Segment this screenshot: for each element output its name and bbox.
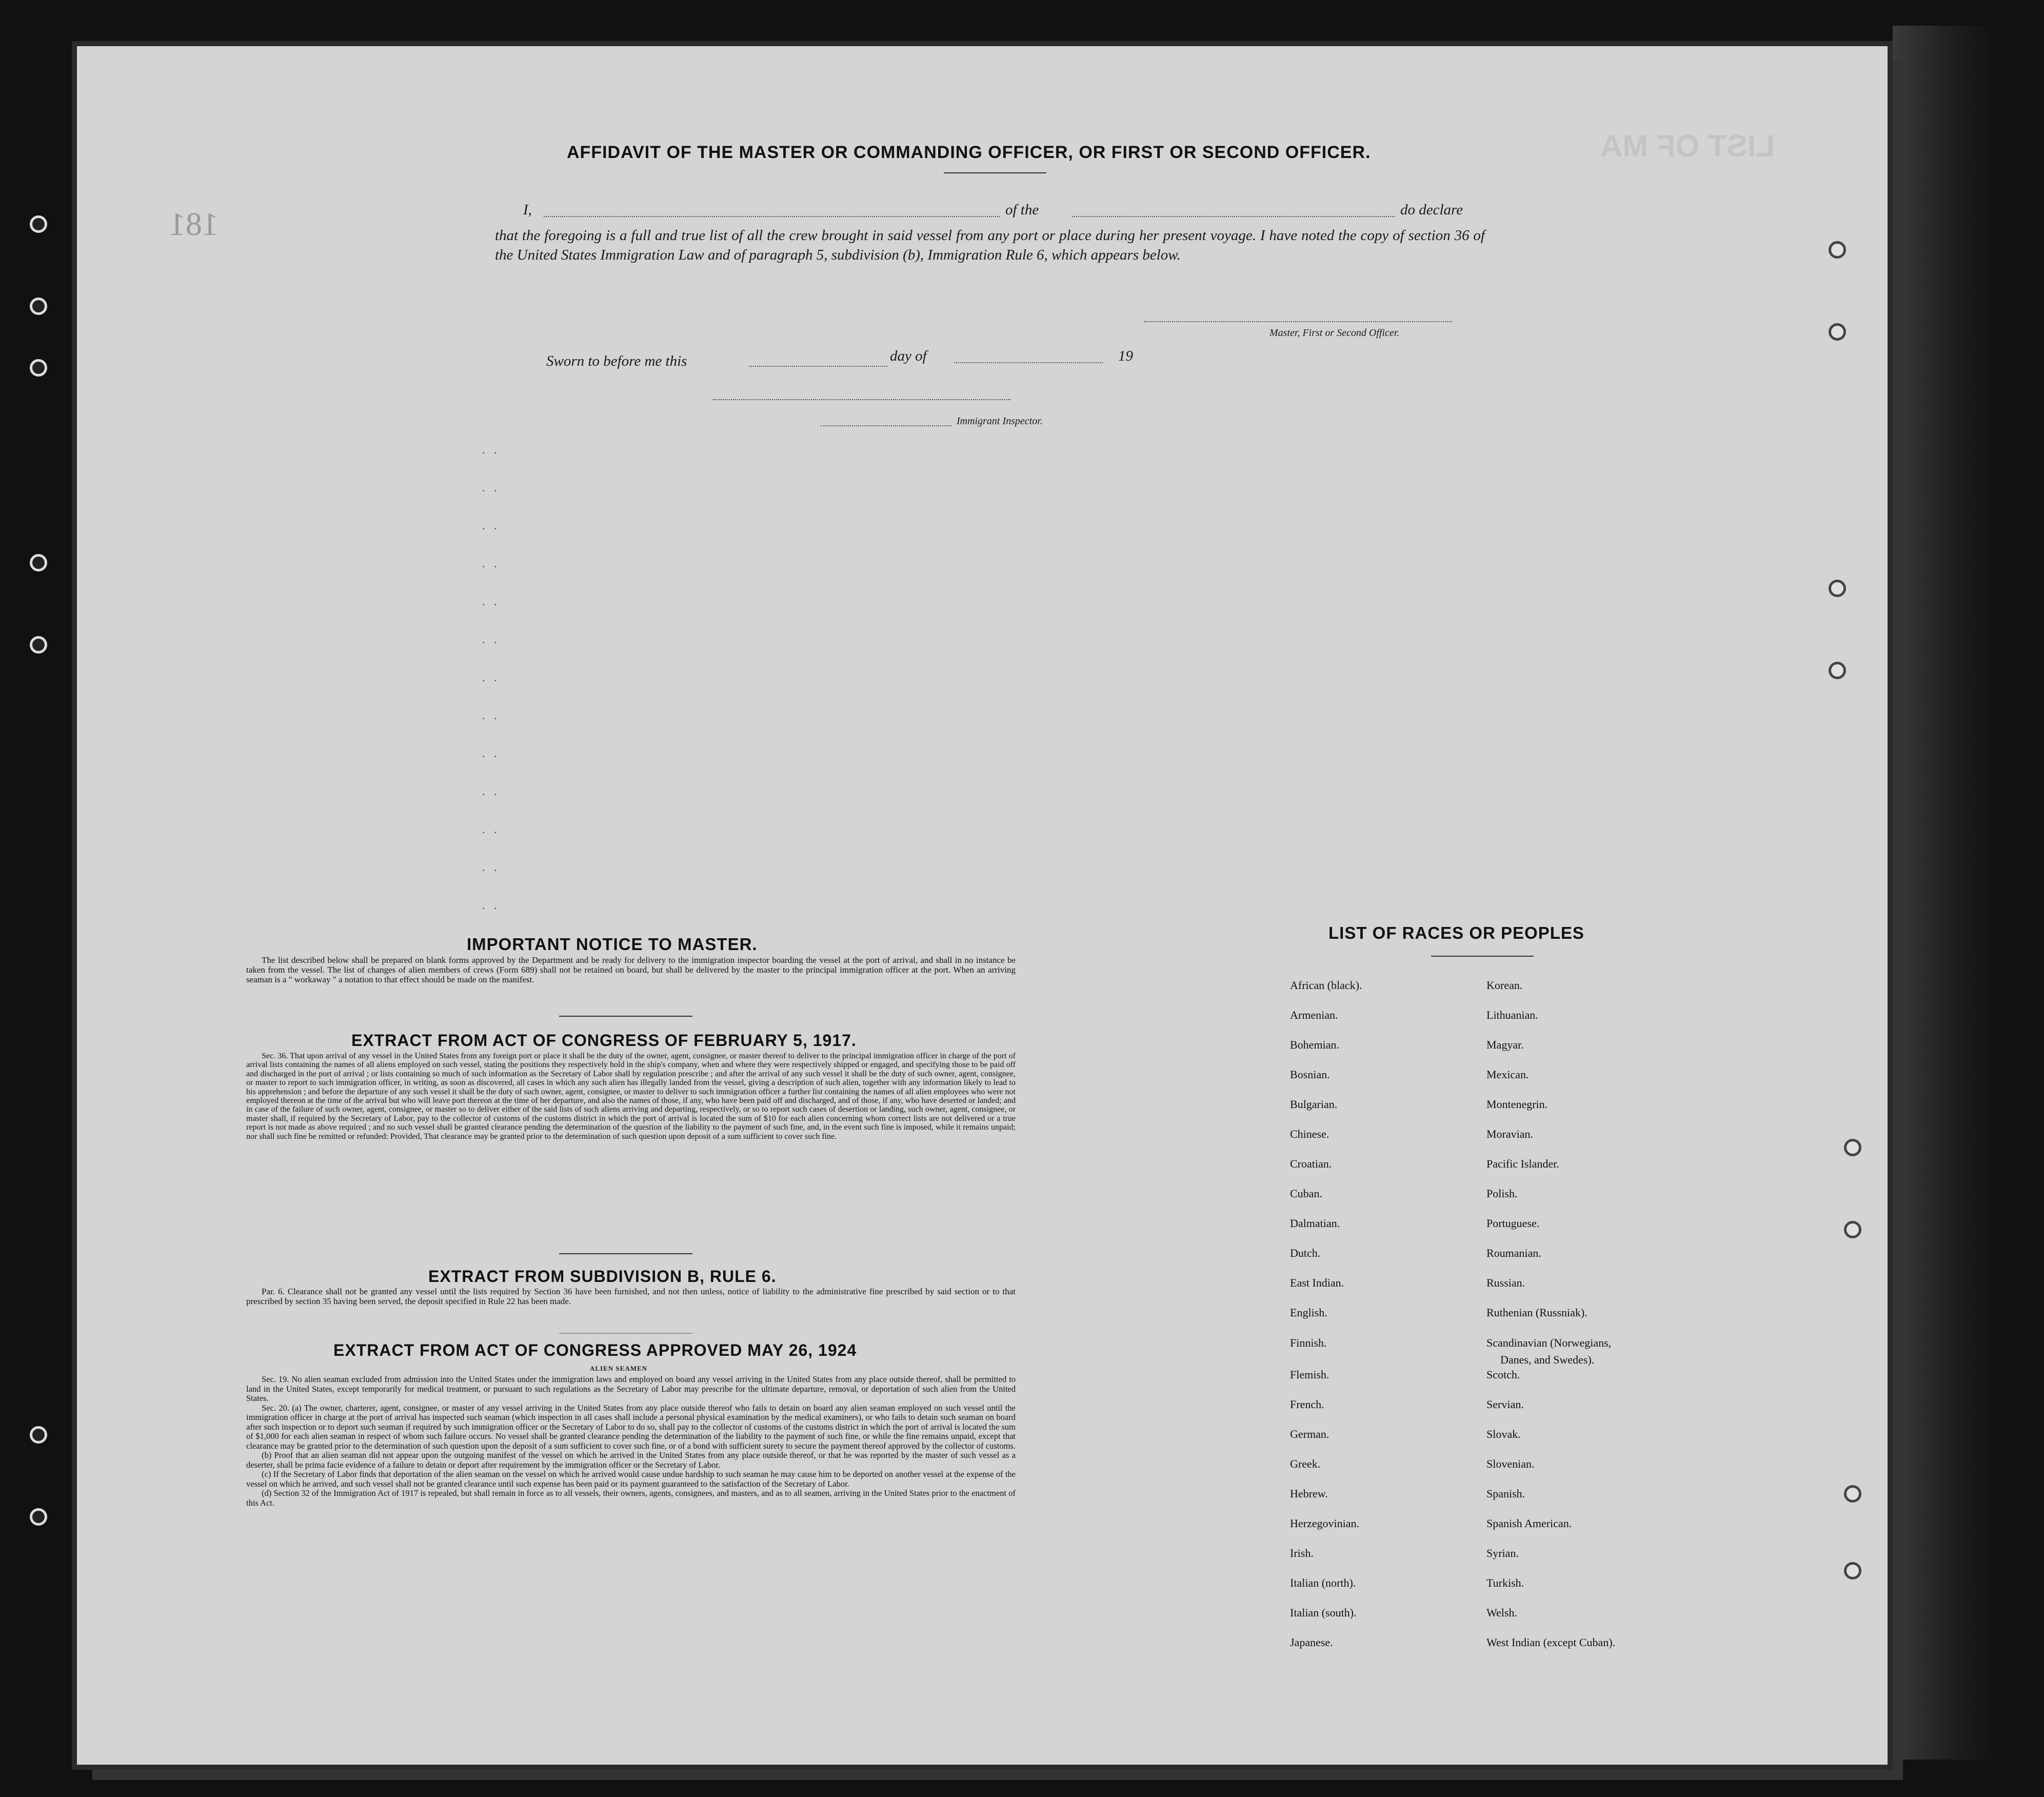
title-divider — [944, 172, 1046, 173]
race-item-continuation: Danes, and Swedes). — [1500, 1353, 1595, 1366]
binder-hole — [30, 1508, 47, 1526]
race-item: Chinese. — [1290, 1128, 1329, 1140]
race-item: Herzegovinian. — [1290, 1517, 1359, 1530]
race-item: Bosnian. — [1290, 1068, 1330, 1081]
notice-text: The list described below shall be prepared on blank forms approved by the Department and be ready for delivery to the immigration inspector boarding the vessel at the port of arrival, and shall in no instance be taken from the vessel. The list of changes of alien members of crews (Form 689) shall not be retained on board, but shall be delivered by the master to the principal immigration officer at the port. When an arriving seaman is a " workaway " a notation to that effect should be made on the manifest. — [246, 955, 1016, 984]
race-item: Montenegrin. — [1486, 1098, 1548, 1111]
signature-label: Master, First or Second Officer. — [1269, 327, 1400, 339]
binder-hole — [30, 636, 47, 654]
notice-title: IMPORTANT NOTICE TO MASTER. — [467, 935, 758, 954]
act1924-body — [246, 1375, 1016, 1508]
bleed-through-title: LIST OF MA — [1600, 129, 1775, 163]
race-item: Cuban. — [1290, 1187, 1322, 1200]
act1917-text: Sec. 36. That upon arrival of any vessel in the United States from any foreign port or place it shall be the duty of the owner, agent, consignee, or master thereof to deliver to the principal immigration officer in charge of the port of arrival lists containing the names of all aliens employed on such vessel, stating the positions they respectively hold in the ship's company, when and where they were respectively shipped or engaged, and specifying those to be paid off and discharged in the port of arrival ; or lists containing so much of such information as the Secretary of Labor shall by regulation prescribe ; and after the arrival of any such vessel it shall be the duty of such owner, agent, consignee, or master to report to such immigration officer, in writing, as soon as discovered, all cases in which any such alien has illegally landed from the vessel, giving a description of such alien, together with any information likely to lead to his apprehension ; and before the departure of any such vessel it shall be the duty of such owner, agent, consignee, or master to deliver to such immigration officer a further list containing the names of all alien employees who were not employed thereon at the time of the arrival but who will leave port thereon at the time of her departure, and also the names of those, if any, who have been paid off and discharged, and of those, if any, who have deserted or landed; and in case of the failure of such owner, agent, consignee, or master so to deliver either of the said lists of such aliens arriving and departing, respectively, or so to report such cases of desertion or landing, such owner, agent, consignee, or master shall, if required by the Secretary of Labor, pay to the collector of customs of the customs district in which the port of arrival is located the sum of $10 for each alien concerning whom correct lists are not delivered or a true report is not made as above required ; and no such vessel shall be granted clearance pending the determination of the question of the liability to the payment of such fine, and, in the event such fine is imposed, while it remains unpaid; nor shall such fine be remitted or refunded: Provided, That clearance may be granted prior to the determination of such question upon deposit of a sum sufficient to cover such fine. — [246, 1052, 1016, 1141]
affidavit-of-the: of the — [1005, 202, 1039, 218]
race-item: English. — [1290, 1306, 1327, 1319]
race-item: Ruthenian (Russniak). — [1486, 1306, 1587, 1319]
race-item: Finnish. — [1290, 1336, 1327, 1349]
inspector-label: Immigrant Inspector. — [957, 416, 1043, 427]
paper-stack-edge — [1893, 26, 1995, 1760]
act1917-body — [246, 1052, 1016, 1141]
race-item: Italian (south). — [1290, 1606, 1357, 1619]
race-item: Servian. — [1486, 1398, 1524, 1411]
race-item: Japanese. — [1290, 1636, 1333, 1649]
bleed-through-number: 181 — [169, 206, 219, 242]
race-item: German. — [1290, 1428, 1329, 1440]
race-item: Mexican. — [1486, 1068, 1529, 1081]
name-blank[interactable] — [544, 215, 1000, 217]
race-item: Scandinavian (Norwegians, — [1486, 1336, 1612, 1349]
race-item: Flemish. — [1290, 1368, 1329, 1381]
binder-hole — [1844, 1139, 1861, 1156]
act1917-title: EXTRACT FROM ACT OF CONGRESS OF FEBRUARY 5, 1917. — [351, 1031, 857, 1050]
race-item: Italian (north). — [1290, 1576, 1356, 1589]
act1924-paragraph: (d) Section 32 of the Immigration Act of 1917 is repealed, but shall remain in force as to all vessels, their owners, agents, consignees, and masters, and as to all seamen, arriving in the United States prior to the enactment of this Act. — [246, 1488, 1016, 1508]
races-title: LIST OF RACES OR PEOPLES — [1328, 923, 1584, 942]
race-item: Roumanian. — [1486, 1247, 1541, 1259]
binder-hole — [30, 215, 47, 233]
binder-hole — [1829, 580, 1846, 597]
race-item: Slovak. — [1486, 1428, 1521, 1440]
inspector-blank[interactable] — [821, 425, 951, 426]
race-item: Magyar. — [1486, 1038, 1524, 1051]
act1924-paragraph: Sec. 20. (a) The owner, charterer, agent, consignee, or master of any vessel arriving in the United States from any place outside thereof who fails to detain on board any alien seaman employed on such vessel until the immigration officer in charge at the port of arrival has inspected such seaman (which inspection in all cases shall include a personal physical examination by the medical examiners), or who fails to detain such seaman on board after such inspection or to deport such seaman if required by such immigration officer or the Secretary of Labor to do so, shall pay to the collector of customs of the customs district in which the port of arrival is located the sum of $1,000 for each alien seaman in respect of whom such failure occurs. No vessel shall be granted clearance pending the determination of the liability to the payment of such fine, or while the fine remains unpaid, except that clearance may be granted prior to the determination of such question upon the deposit of a sum sufficient to cover such fine, or of a bond with sufficient surety to secure the payment thereof approved by the collector of customs. — [246, 1403, 1016, 1451]
binder-hole — [1829, 662, 1846, 679]
binder-hole — [30, 298, 47, 315]
race-item: Syrian. — [1486, 1547, 1519, 1559]
rule6-body — [246, 1287, 1016, 1306]
affidavit-i: I, — [523, 202, 532, 218]
race-item: Turkish. — [1486, 1576, 1524, 1589]
act1924-paragraph: (c) If the Secretary of Labor finds that deportation of the alien seaman on the vessel on which he arrived would cause undue hardship to such seaman he may cause him to be deported on another vessel at the expense of the vessel on which he arrived, and such vessel shall not be granted clearance until such expense has been paid or its payment guaranteed to the satisfaction of the Secretary of Labor. — [246, 1469, 1016, 1489]
race-item: Portuguese. — [1486, 1217, 1540, 1230]
race-item: Pacific Islander. — [1486, 1157, 1559, 1170]
race-item: Spanish. — [1486, 1487, 1525, 1500]
month-blank[interactable] — [954, 362, 1103, 363]
binder-hole — [1829, 241, 1846, 259]
race-item: French. — [1290, 1398, 1324, 1411]
inspector-sig-blank[interactable] — [713, 399, 1010, 400]
race-item: Lithuanian. — [1486, 1009, 1538, 1021]
race-item: Greek. — [1290, 1457, 1321, 1470]
binder-hole — [1844, 1485, 1861, 1503]
binder-hole — [30, 1426, 47, 1444]
race-item: Scotch. — [1486, 1368, 1520, 1381]
binder-hole — [30, 554, 47, 571]
signature-blank[interactable] — [1144, 321, 1452, 322]
act1924-subtitle: ALIEN SEAMEN — [590, 1365, 648, 1372]
race-item: Moravian. — [1486, 1128, 1534, 1140]
race-item: Polish. — [1486, 1187, 1518, 1200]
race-item: West Indian (except Cuban). — [1486, 1636, 1616, 1649]
rule6-text: Par. 6. Clearance shall not be granted any vessel until the lists required by Section 36 have been furnished, and not then unless, notice of liability to the administrative fine prescribed by said section or to that prescribed by section 35 having been served, the deposit specified in Rule 22 has been made. — [246, 1287, 1016, 1306]
binder-hole — [30, 359, 47, 377]
section-divider — [559, 1016, 692, 1017]
act1924-paragraph: Sec. 19. No alien seaman excluded from admission into the United States under the immigration laws and employed on board any vessel arriving in the United States from any place outside thereof, shall be permitted to land in the United States, except temporarily for medical treatment, or pursuant to such regulations as the Secretary of Labor may prescribe for the ultimate departure, removal, or deportation of such alien from the United States. — [246, 1374, 1016, 1403]
race-item: Bulgarian. — [1290, 1098, 1338, 1111]
vessel-blank[interactable] — [1072, 215, 1395, 217]
sworn-text: Sworn to before me this — [546, 353, 687, 369]
day-of-text: day of — [890, 348, 927, 364]
binder-hole — [1829, 323, 1846, 341]
notice-body — [246, 955, 1016, 984]
race-item: Dalmatian. — [1290, 1217, 1340, 1230]
race-item: East Indian. — [1290, 1276, 1344, 1289]
race-item: Dutch. — [1290, 1247, 1321, 1259]
race-item: Slovenian. — [1486, 1457, 1535, 1470]
act1924-paragraph: (b) Proof that an alien seaman did not appear upon the outgoing manifest of the vessel on which he arrived in the United States from any place outside thereof, or that he was reported by the master of such vessel as a deserter, shall be prima facie evidence of a failure to detain or deport after requirement by the immigration officer or the Secretary of Labor. — [246, 1450, 1016, 1470]
race-item: Armenian. — [1290, 1009, 1338, 1021]
binder-hole — [1844, 1562, 1861, 1579]
race-item: Croatian. — [1290, 1157, 1332, 1170]
affidavit-do-declare: do declare — [1400, 202, 1463, 218]
race-item: Bohemian. — [1290, 1038, 1339, 1051]
race-item: Russian. — [1486, 1276, 1525, 1289]
rule6-title: EXTRACT FROM SUBDIVISION B, RULE 6. — [428, 1267, 777, 1286]
race-item: Korean. — [1486, 979, 1523, 992]
sworn-day-blank[interactable] — [749, 365, 887, 367]
races-divider — [1431, 956, 1534, 957]
section-divider — [559, 1253, 692, 1254]
affidavit-body: that the foregoing is a full and true list of all the crew brought in said vessel from any port or place during her present voyage. I have noted the copy of section 36 of the United States Immigration Law and of paragraph 5, subdivision (b), Immigration Rule 6, which appears below. — [495, 227, 1485, 263]
year-prefix: 19 — [1118, 348, 1133, 364]
race-item: Welsh. — [1486, 1606, 1517, 1619]
race-item: Irish. — [1290, 1547, 1314, 1559]
binder-hole — [1844, 1221, 1861, 1238]
affidavit-title: AFFIDAVIT OF THE MASTER OR COMMANDING OFFICER, OR FIRST OR SECOND OFFICER. — [567, 143, 1371, 162]
section-divider — [559, 1333, 692, 1334]
race-item: Spanish American. — [1486, 1517, 1572, 1530]
race-item: African (black). — [1290, 979, 1362, 992]
stray-marks: . . . . . . . . . . . . . . . . . . . . . . . . . . — [482, 443, 500, 912]
act1924-title: EXTRACT FROM ACT OF CONGRESS APPROVED MAY 26, 1924 — [333, 1341, 857, 1359]
race-item: Hebrew. — [1290, 1487, 1328, 1500]
